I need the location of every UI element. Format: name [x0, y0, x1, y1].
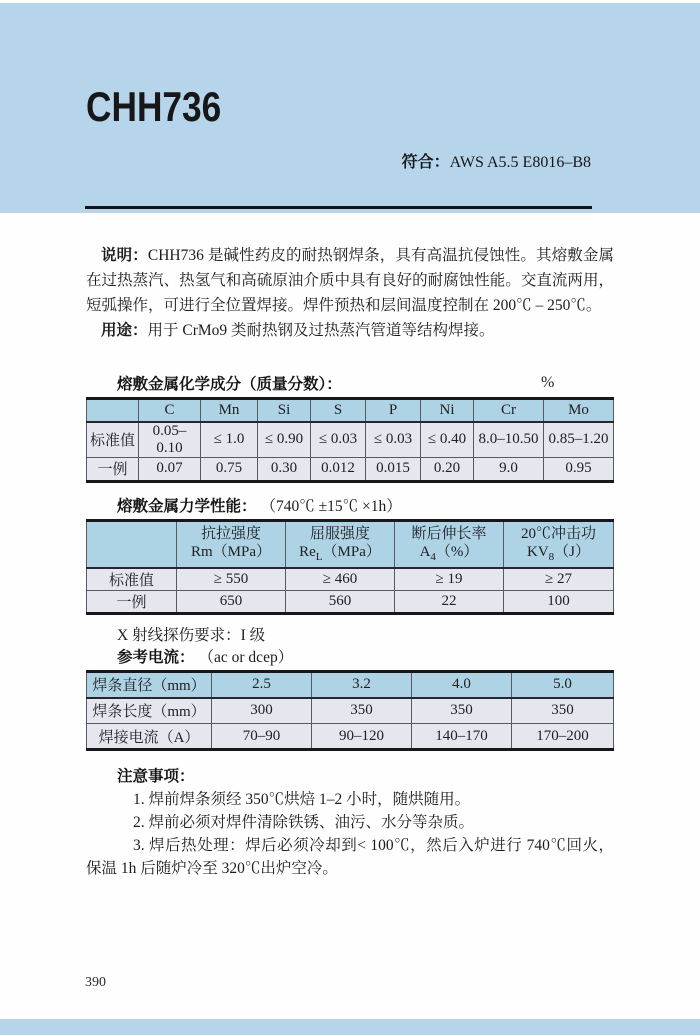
- value-cell: ≥ 27: [504, 568, 614, 591]
- value-cell: 350: [512, 698, 614, 724]
- column-header-line2: $KV_8(J)$: [526, 544, 590, 563]
- value-cell: 2.5: [212, 672, 312, 698]
- header-rule: [85, 206, 592, 209]
- current-section-header: [86, 645, 614, 668]
- value-cell: ≤ 0.03: [311, 422, 366, 458]
- notes-section: [86, 766, 614, 880]
- table-row: [87, 591, 614, 614]
- value-cell: 4.0: [412, 672, 512, 698]
- table-header-row: [87, 672, 614, 698]
- mechanical-section-header: [86, 494, 614, 517]
- table-header-row: [87, 521, 614, 569]
- value-cell: ≥ 550: [177, 568, 286, 591]
- table-header-row: [87, 399, 614, 422]
- row-label-cell: 焊接电流（A）: [87, 724, 212, 750]
- value-cell: 9.0: [474, 457, 544, 481]
- value-cell: 90–120: [312, 724, 412, 750]
- column-header-cell: P: [366, 399, 421, 422]
- value-cell: 170–200: [512, 724, 614, 750]
- value-cell: ≤ 0.03: [366, 422, 421, 458]
- table-row: [87, 698, 614, 724]
- value-cell: ≤ 0.90: [258, 422, 311, 458]
- row-label-cell: 焊条长度（mm）: [87, 698, 212, 724]
- value-cell: 350: [312, 698, 412, 724]
- row-label-cell: 一例: [87, 591, 177, 614]
- mechanical-section-title: 熔敷金属力学性能：: [117, 498, 257, 515]
- reference-current-section: [86, 645, 614, 751]
- value-cell: 0.015: [366, 457, 421, 481]
- value-cell: 650: [177, 591, 286, 614]
- value-cell: ≥ 19: [395, 568, 504, 591]
- row-label-cell: 标准值: [87, 568, 177, 591]
- reference-current-table: [86, 670, 614, 751]
- value-cell: 0.20: [421, 457, 474, 481]
- value-cell: 140–170: [412, 724, 512, 750]
- conformance-line: [0, 153, 591, 173]
- table-row: [87, 457, 614, 481]
- column-header-cell: Mo: [544, 399, 614, 422]
- value-cell: 100: [504, 591, 614, 614]
- page-number: 390: [85, 975, 106, 990]
- value-cell: 8.0–10.50: [474, 422, 544, 458]
- note-item: 3. 焊后热处理：焊后必须冷却到< 100℃，然后入炉进行 740℃回火，保温 1h 后随炉冷至 320℃出炉空冷。: [86, 837, 614, 877]
- value-cell: 560: [286, 591, 395, 614]
- corner-cell: [87, 521, 177, 569]
- description-label: 说明：: [101, 247, 148, 264]
- usage-text: 用于 CrMo9 类耐热钢及过热蒸汽管道等结构焊接。: [147, 322, 495, 339]
- value-cell: 0.95: [544, 457, 614, 481]
- column-header-cell: [286, 521, 395, 569]
- chemical-unit: %: [541, 374, 555, 391]
- value-cell: 0.012: [311, 457, 366, 481]
- mechanical-condition: （740℃ ±15℃ ×1h）: [260, 498, 402, 515]
- chemical-composition-table: [86, 397, 614, 483]
- notes-title: 注意事项：: [117, 768, 195, 785]
- column-header-line1: 抗拉强度: [200, 526, 261, 542]
- value-cell: 0.05–0.10: [139, 422, 201, 458]
- column-header-line2: $Re_L(MPa)$: [299, 544, 381, 563]
- value-cell: 0.85–1.20: [544, 422, 614, 458]
- value-cell: ≤ 1.0: [201, 422, 258, 458]
- conformance-value: AWS A5.5 E8016–B8: [449, 154, 591, 171]
- table-row: [87, 724, 614, 750]
- column-header-cell: [504, 521, 614, 569]
- column-header-line1: 20℃冲击功: [520, 526, 596, 542]
- column-header-line2: Rm（MPa）: [190, 544, 272, 560]
- value-cell: 0.30: [258, 457, 311, 481]
- column-header-cell: Si: [258, 399, 311, 422]
- current-condition: （ac or dcep）: [198, 649, 294, 666]
- description-text: CHH736 是碱性药皮的耐热钢焊条，具有高温抗侵蚀性。其熔敷金属在过热蒸汽、热氢气和高硫原油介质中具有良好的耐腐蚀性能。交直流两用，短弧操作，可进行全位置焊接。焊件预热和层间温度控制在 200℃ – 250℃。: [86, 247, 614, 314]
- column-header-cell: Ni: [421, 399, 474, 422]
- mechanical-properties-table: [86, 519, 614, 615]
- corner-cell: [87, 399, 139, 422]
- value-cell: 3.2: [312, 672, 412, 698]
- column-header-line1: 屈服强度: [309, 526, 370, 542]
- value-cell: ≤ 0.40: [421, 422, 474, 458]
- column-header-cell: [395, 521, 504, 569]
- column-header-cell: Mn: [201, 399, 258, 422]
- column-header-cell: Cr: [474, 399, 544, 422]
- table-row: [87, 568, 614, 591]
- description-section: [86, 243, 614, 343]
- usage-label: 用途：: [101, 322, 148, 339]
- value-cell: 70–90: [212, 724, 312, 750]
- row-label-cell: 一例: [87, 457, 139, 481]
- xray-requirement-note: X 射线探伤要求：I 级: [117, 627, 266, 644]
- table-row: [87, 422, 614, 458]
- footer-band: [0, 1019, 700, 1035]
- usage-paragraph: [86, 318, 614, 343]
- column-header-cell: [177, 521, 286, 569]
- column-header-cell: S: [311, 399, 366, 422]
- header-band: [0, 3, 700, 213]
- column-header-line1: 断后伸长率: [411, 526, 487, 542]
- column-header-cell: C: [139, 399, 201, 422]
- column-header-line2: $A_4(\%)$: [419, 544, 479, 563]
- row-label-cell: 焊条直径（mm）: [87, 672, 212, 698]
- mechanical-properties-section: [86, 494, 614, 645]
- row-label-cell: 标准值: [87, 422, 139, 458]
- note-item: 1. 焊前焊条须经 350℃烘焙 1–2 小时，随烘随用。: [133, 791, 471, 808]
- value-cell: 0.75: [201, 457, 258, 481]
- value-cell: ≥ 460: [286, 568, 395, 591]
- chemical-section-header: [86, 374, 614, 395]
- value-cell: 22: [395, 591, 504, 614]
- value-cell: 300: [212, 698, 312, 724]
- current-section-title: 参考电流：: [117, 649, 195, 666]
- conformance-label: 符合：: [401, 154, 450, 171]
- value-cell: 0.07: [139, 457, 201, 481]
- chemical-composition-section: [86, 374, 614, 483]
- chemical-section-title: 熔敷金属化学成分（质量分数）：: [117, 376, 342, 393]
- value-cell: 350: [412, 698, 512, 724]
- value-cell: 5.0: [512, 672, 614, 698]
- product-code-title: CHH736: [86, 83, 222, 130]
- description-paragraph: [86, 243, 614, 318]
- note-item: 2. 焊前必须对焊件清除铁锈、油污、水分等杂质。: [133, 814, 475, 831]
